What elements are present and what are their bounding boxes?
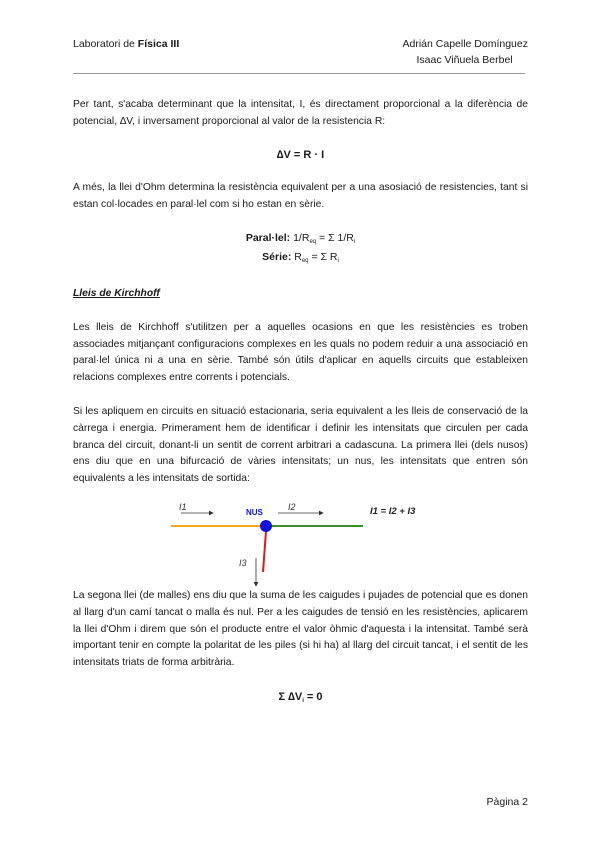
series-rhs-sub: i — [337, 257, 339, 264]
node-equation: I1 = I2 + I3 — [370, 505, 416, 517]
course-prefix: Laboratori de — [73, 38, 138, 50]
i3-wire — [263, 531, 266, 572]
parallel-formula — [73, 231, 528, 250]
series-label: Série: — [262, 250, 292, 263]
parallel-rhs-sub: i — [353, 238, 356, 245]
mesh-delta-v: ∆V — [288, 690, 303, 703]
i3-label: I3 — [239, 557, 247, 568]
paragraph-kirchhoff-intro: Les lleis de Kirchhoff s'utilitzen per a aquelles ocasions en que les resistències es troben associades mitjançant configuracions complexes en les quals no podem reduir a una associació en paral·lel única ni a una en sèrie. També són útils d'aplicar en aquells circuits que estableixen relacions complexes entre corrents i potencials. — [73, 321, 528, 384]
course-name: Física III — [137, 38, 180, 50]
parallel-rhs: = Σ 1/R — [316, 231, 354, 244]
i2-label: I2 — [288, 501, 296, 512]
node-point — [260, 520, 272, 532]
series-formula — [73, 250, 528, 269]
parallel-lhs-sub: eq — [309, 238, 317, 245]
node-label: NUS — [246, 507, 263, 517]
author-1: Adrián Capelle Domínguez — [402, 38, 528, 50]
page-number: Pàgina 2 — [486, 796, 528, 808]
paragraph-node-law: Si les apliquem en circuits en situació estacionaria, seria equivalent a les lleis de conservació de la càrrega i energia. Primerament hem de identificar i definir les intensitats que circulen per cada branca del circuit, donant-li un sentit de corrent arbitrari a cadascuna. La primera llei (dels nusos) ens diu que en una bifurcació de vàries intensitats; un nus, les intensitats que entren són equivalents a les intensitats de sortida: — [73, 405, 528, 485]
paragraph-intensity: Per tant, s'acaba determinant que la intensitat, I, és directament proporcional a la diferència de potencial, ∆V, i inversament proporcional al valor de la resistencia R: — [73, 99, 528, 127]
author-2: Isaac Viñuela Berbel — [416, 54, 513, 66]
course-title — [73, 36, 179, 52]
paragraph-mesh-law: La segona llei (de malles) ens diu que la suma de les caigudes i pujades de potencial que es donen al llarg d'un camí tancat o malla és nul. Per a les caigudes de tensió en les resistències, aplicarem la llei d'Ohm i direm que són el producte entre el valor òhmic d'aquesta i la intensitat. També serà important tenir en compte la polaritat de les piles (si hi ha) al llarg del circuit tancat, i el sentit de les intensitats triats de forma arbitrària. — [73, 589, 528, 669]
series-rhs: = Σ R — [308, 250, 338, 263]
section-heading-kirchhoff: Lleis de Kirchhoff — [73, 287, 160, 299]
node-diagram — [73, 488, 528, 588]
parallel-lhs: 1/R — [290, 231, 310, 244]
header-rule — [73, 73, 525, 74]
mesh-rhs: = 0 — [303, 690, 323, 703]
node-diagram-svg — [73, 488, 528, 588]
parallel-label: Paral·lel: — [245, 231, 291, 244]
series-lhs: R — [291, 250, 302, 263]
i1-label: I1 — [179, 501, 187, 512]
mesh-sigma: Σ — [278, 690, 289, 703]
page-body — [73, 97, 528, 710]
paragraph-equivalent-resistance: A més, la llei d'Ohm determina la resistència equivalent per a una asosiació de resistencies, tant si estan col·locades en paral·lel com si ho estan en sèrie. — [73, 182, 528, 211]
series-lhs-sub: eq — [301, 257, 309, 264]
mesh-sub: i — [302, 697, 304, 704]
ohm-law-formula: ∆V = R · I — [276, 148, 325, 161]
authors — [403, 36, 529, 68]
mesh-law-formula — [73, 689, 528, 710]
equivalent-resistance-formulas — [73, 231, 528, 269]
